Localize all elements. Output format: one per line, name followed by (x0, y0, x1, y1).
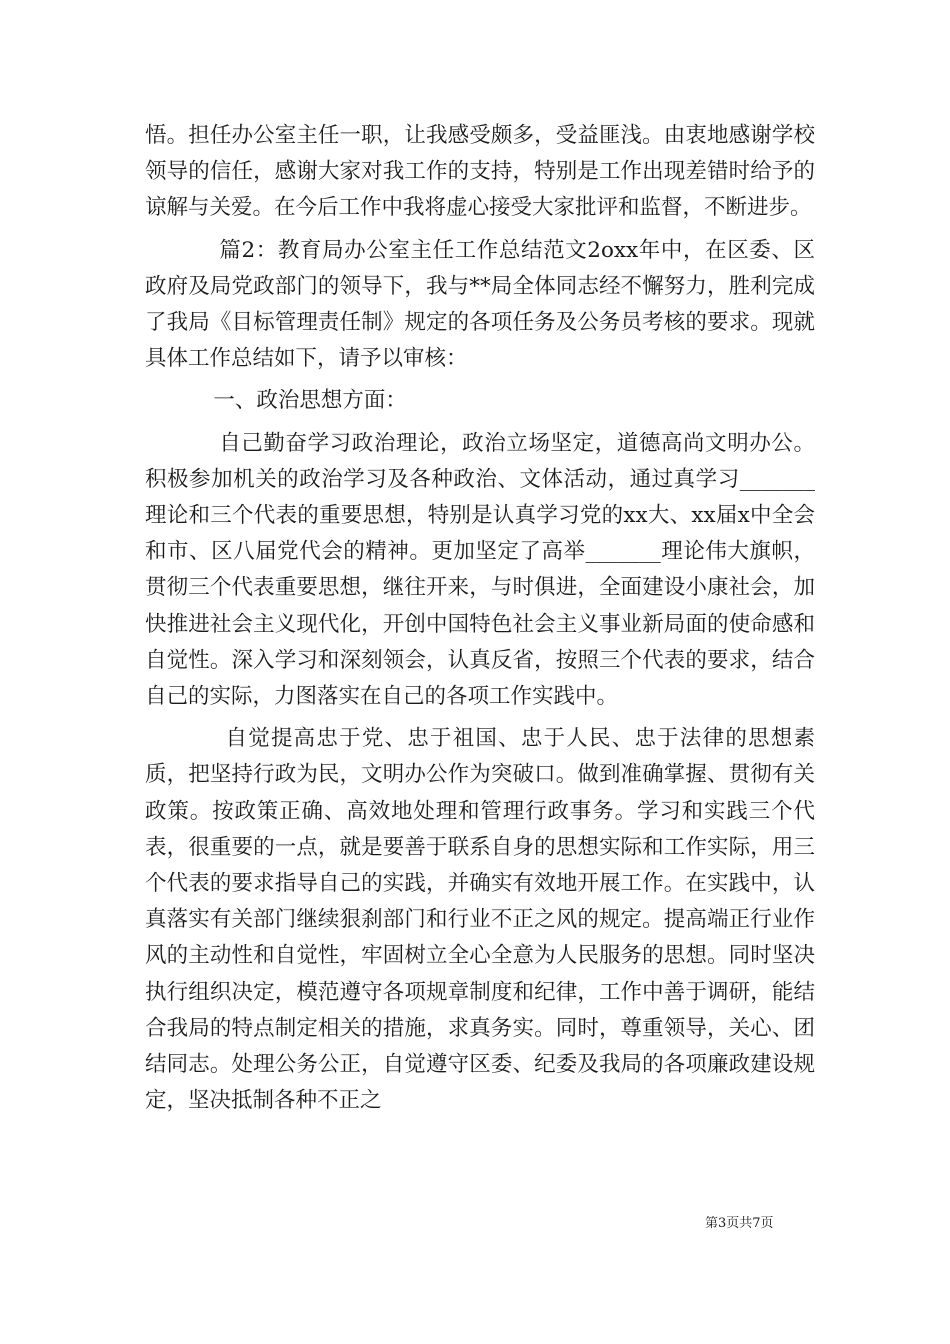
paragraph-section-heading-2: 篇2：教育局办公室主任工作总结范文2oxx年中，在区委、区政府及局党政部门的领导下，我与**局全体同志经不懈努力，胜利完成了我局《目标管理责任制》规定的各项任务及公务员考核的要求。现就具体工作总结如下，请予以审核： (145, 237, 815, 372)
paragraph-political-study: 自己勤奋学习政治理论，政治立场坚定，道德高尚文明办公。积极参加机关的政治学习及各种政治、文体活动，通过真学习_______理论和三个代表的重要思想，特别是认真学习党的xx大、xx届x中全会和市、区八届党代会的精神。更加坚定了高举_______理论伟大旗帜，贯彻三个代表重要思想，继往开来，与时俱进，全面建设小康社会，加快推进社会主义现代化，开创中国特色社会主义事业新局面的使命感和自觉性。深入学习和深刻领会，认真反省，按照三个代表的要求，结合自己的实际，力图落实在自己的各项工作实践中。 (145, 430, 815, 710)
document-body (145, 118, 815, 1119)
paragraph-closing: 悟。担任办公室主任一职，让我感受颇多，受益匪浅。由衷地感谢学校领导的信任，感谢大家对我工作的支持，特别是工作出现差错时给予的谅解与关爱。在今后工作中我将虚心接受大家批评和监督，不断进步。 (145, 123, 815, 221)
paragraph-political-heading: 一、政治思想方面： (145, 388, 407, 414)
paragraph-self-discipline: 自觉提高忠于党、忠于祖国、忠于人民、忠于法律的思想素质，把坚持行政为民，文明办公作为突破口。做到准确掌握、贯彻有关政策。按政策正确、高效地处理和管理行政事务。学习和实践三个代表，很重要的一点，就是要善于联系自身的思想实际和工作实际，用三个代表的要求指导自己的实践，并确实有效地开展工作。在实践中，认真落实有关部门继续狠刹部门和行业不正之风的规定。提高端正行业作风的主动性和自觉性，牢固树立全心全意为人民服务的思想。同时坚决执行组织决定，模范遵守各项规章制度和纪律，工作中善于调研，能结合我局的特点制定相关的措施，求真务实。同时，尊重领导，关心、团结同志。处理公务公正，自觉遵守区委、纪委及我局的各项廉政建设规定，坚决抵制各种不正之 (145, 726, 815, 1114)
page-number-footer: 第3页共7页 (705, 1216, 774, 1231)
